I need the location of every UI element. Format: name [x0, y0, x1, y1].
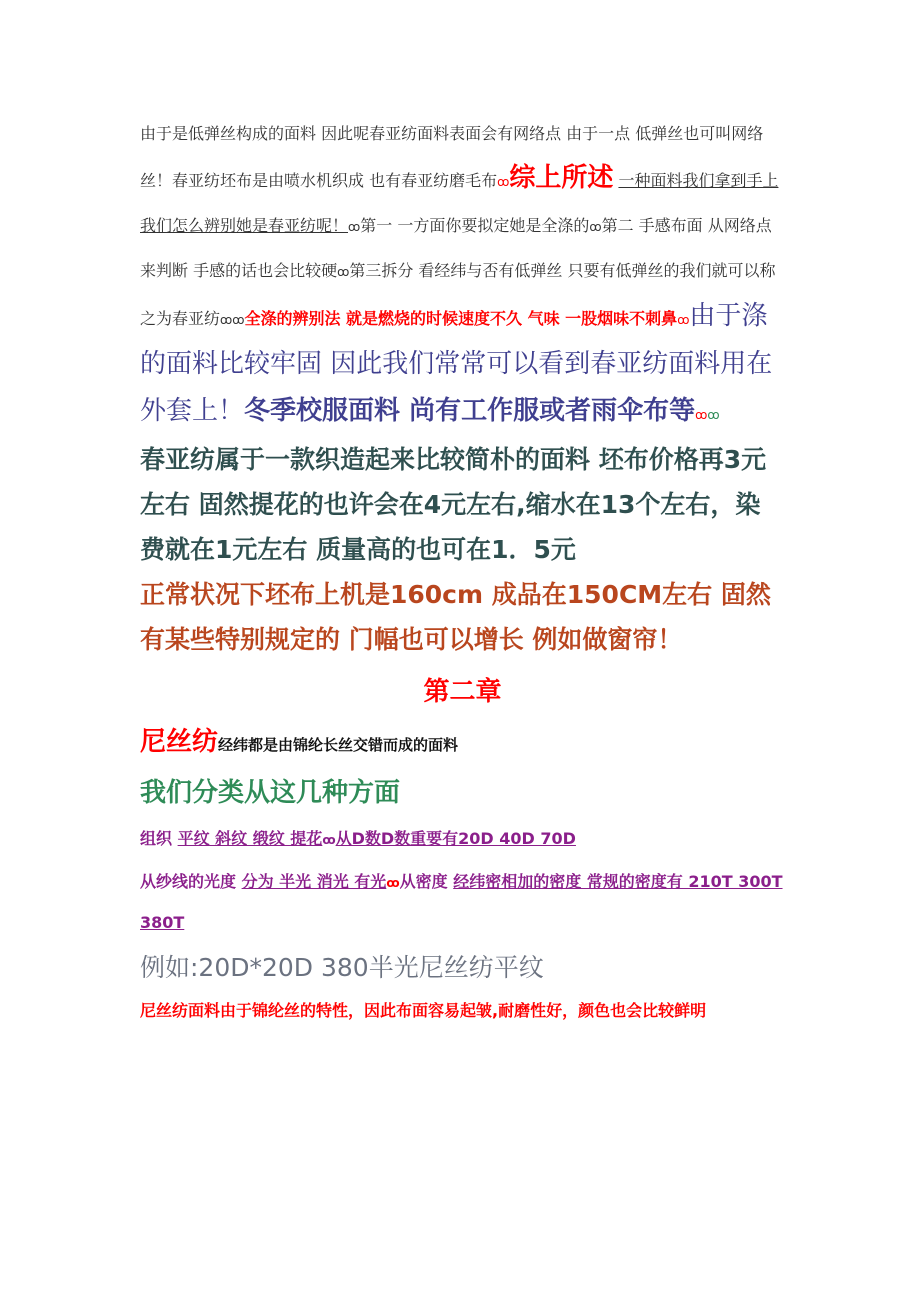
density-label: 从密度 — [399, 872, 448, 891]
third-point: 第三拆分 看经纬与否有低弹丝 只要有低弹丝的我们就可以称之为春亚纺 — [140, 261, 776, 328]
weave-line — [140, 817, 785, 862]
nylon-description: 经纬都是由锦纶长丝交错而成的面料 — [218, 736, 459, 754]
question-text: 一种面料我们拿到手上 我们怎么辨别她是春亚纺呢！ — [140, 171, 779, 235]
burn-test-text: 全涤的辨别法 就是燃烧的时候速度不久 气味 一股烟味不刺鼻 — [244, 309, 678, 328]
intro-text: 由于是低弹丝构成的面料 因此呢春亚纺面料表面会有网络点 由于一点 低弹丝也可叫网络丝！春亚纺坯布是由喷水机织成 也有春亚纺磨毛布 — [140, 124, 764, 190]
nylon-property-text: 尼丝纺面料由于锦纶丝的特性，因此布面容易起皱,耐磨性好，颜色也会比较鲜明 — [140, 1001, 707, 1020]
paragraph-width: 正常状况下坯布上机是160cm 成品在150CM左右 固然有某些特别规定的 门幅也可以增长 例如做窗帘！ — [140, 580, 771, 654]
usage-bold-text: 冬季校服面料 尚有工作服或者雨伞布等 — [244, 396, 696, 426]
second-point: 第二 手感布面 从网络点来判断 手感的话也会比较硬 — [140, 216, 772, 280]
mark-icon: ꝏ — [677, 313, 690, 327]
example-line: 例如:20D*20D 380半光尼丝纺平纹 — [140, 953, 544, 982]
mark-icon: ꝏ — [322, 833, 336, 847]
paragraph-intro — [140, 112, 785, 437]
mark-icon: ꝏ — [695, 408, 708, 422]
mark-icon: ꝏ — [386, 876, 400, 890]
first-point: 第一 一方面你要拟定她是全涤的 — [360, 216, 590, 235]
luster-line — [140, 862, 785, 943]
weave-types: 平纹 斜纹 缎纹 提花 — [177, 829, 323, 848]
mark-icon: ꝏ — [348, 220, 361, 234]
mark-icon: ꝏꝏ — [220, 313, 245, 327]
document-page — [140, 112, 785, 1029]
luster-label: 从纱线的光度 — [140, 872, 237, 891]
mark-icon: ꝏ — [497, 175, 510, 189]
mark-icon: ꝏ — [707, 408, 720, 422]
paragraph-price: 春亚纺属于一款织造起来比较简朴的面料 坯布价格再3元左右 固然提花的也许会在4元左右,缩水在13个左右，染费就在1元左右 质量高的也可在1．5元 — [140, 445, 767, 564]
chapter-title: 第二章 — [423, 677, 502, 707]
nylon-heading-line — [140, 718, 785, 769]
usage-text: 由于涤的面料比较牢固 因此我们常常可以看到春亚纺面料用在外套上！ — [140, 301, 773, 426]
mark-icon: ꝏ — [337, 265, 350, 279]
nylon-title: 尼丝纺 — [140, 727, 219, 757]
mark-icon: ꝏ — [589, 220, 602, 234]
luster-types: 分为 半光 消光 有光 — [241, 872, 387, 891]
denier-text: 从D数D数重要有20D 40D 70D — [335, 829, 576, 848]
heading-summary: 综上所述 — [509, 163, 614, 193]
weave-label: 组织 — [140, 829, 173, 848]
classify-heading: 我们分类从这几种方面 — [140, 778, 401, 808]
density-text: 经纬密相加的密度 常规的密度有 210T 300T 380T — [140, 872, 783, 932]
